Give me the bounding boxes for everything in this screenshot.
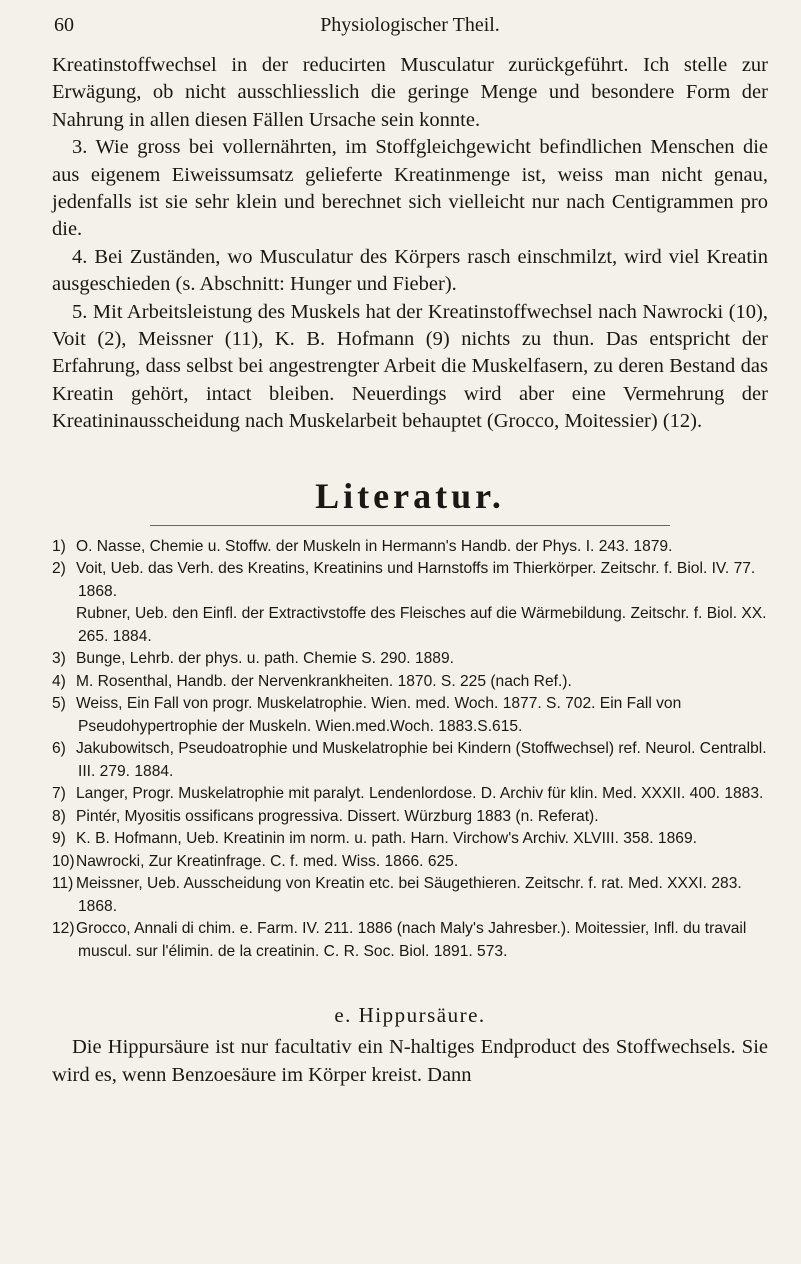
paragraph: 5. Mit Arbeitsleistung des Muskels hat der Kreatinstoffwechsel nach Nawrocki (10), Voit (2), Meissner (11), K. B. Hofmann (9) nichts zu thun. Das entspricht der Erfahrung, dass selbst bei angestrengter Arbeit die Muskelfasern, zu deren Bestand das Kreatin gehört, intact bleiben. Neuerdings wird aber eine Vermehrung der Kreatininausscheidung nach Muskelarbeit behauptet (Grocco, Moitessier) (12). <box>52 300 768 433</box>
reference-text: K. B. Hofmann, Ueb. Kreatinin im norm. u. path. Harn. Virchow's Archiv. XLVIII. 358. 1869. <box>76 830 697 848</box>
reference-number: 5) <box>52 695 66 713</box>
reference-text: Meissner, Ueb. Ausscheidung von Kreatin etc. bei Säugethieren. Zeitschr. f. rat. Med. XXXI. 283. 1868. <box>76 875 742 915</box>
reference-text: Jakubowitsch, Pseudoatrophie und Muskelatrophie bei Kindern (Stoffwechsel) ref. Neurol. Centralbl. III. 279. 1884. <box>76 740 767 780</box>
document-page <box>52 14 768 1089</box>
reference-number: 4) <box>52 672 66 690</box>
page-number: 60 <box>54 14 74 36</box>
reference-number: 9) <box>52 830 66 848</box>
paragraph: 3. Wie gross bei vollernährten, im Stoffgleichgewicht befindlichen Menschen die aus eigenem Eiweissumsatz gelieferte Kreatinmenge ist, weiss man nicht genau, jedenfalls ist sie sehr klein und berechnet sich vielleicht nur nach Centigrammen pro die. <box>52 136 768 241</box>
reference-text: Nawrocki, Zur Kreatinfrage. C. f. med. Wiss. 1866. 625. <box>76 852 459 870</box>
reference-item <box>52 536 768 559</box>
reference-number: 6) <box>52 740 66 758</box>
literature-heading: Literatur. <box>315 475 505 516</box>
reference-text: Pintér, Myositis ossificans progressiva. Dissert. Würzburg 1883 (n. Referat). <box>76 807 599 825</box>
reference-number: 7) <box>52 785 66 803</box>
reference-list <box>52 536 768 964</box>
reference-item <box>52 918 768 963</box>
main-text <box>52 52 768 436</box>
reference-item <box>52 648 768 671</box>
section-heading: e. Hippursäure. <box>334 1003 486 1028</box>
reference-number: 3) <box>52 650 66 668</box>
divider <box>150 525 670 526</box>
reference-number: 8) <box>52 807 66 825</box>
reference-item <box>52 873 768 918</box>
running-head: Physiologischer Theil. <box>320 14 500 36</box>
reference-item <box>52 693 768 738</box>
reference-item <box>52 806 768 829</box>
reference-item <box>52 671 768 694</box>
reference-item <box>52 603 768 648</box>
reference-number: 11) <box>52 875 74 893</box>
reference-text: Weiss, Ein Fall von progr. Muskelatrophie. Wien. med. Woch. 1877. S. 702. Ein Fall von Pseudohypertrophie der Muskeln. Wien.med.Woch. 1883.S.615. <box>76 695 682 735</box>
section-text <box>52 1034 768 1089</box>
reference-item <box>52 828 768 851</box>
reference-text: Langer, Progr. Muskelatrophie mit paralyt. Lendenlordose. D. Archiv für klin. Med. XXXII. 400. 1883. <box>76 785 764 803</box>
reference-item <box>52 851 768 874</box>
reference-text: Grocco, Annali di chim. e. Farm. IV. 211. 1886 (nach Maly's Jahresber.). Moitessier, Infl. du travail muscul. sur l'élimin. de la creatinin. C. R. Soc. Biol. 1891. 573. <box>76 920 747 960</box>
reference-number: 1) <box>52 537 66 555</box>
reference-text: Voit, Ueb. das Verh. des Kreatins, Kreatinins und Harnstoffs im Thierkörper. Zeitschr. f. Biol. IV. 77. 1868. <box>76 560 756 600</box>
reference-number: 10) <box>52 852 75 870</box>
paragraph: Kreatinstoffwechsel in der reducirten Musculatur zurückgeführt. Ich stelle zur Erwägung, ob nicht ausschliesslich die geringe Menge und besondere Form der Nahrung in allen diesen Fällen Ursache sein konnte. <box>52 54 768 131</box>
reference-number: 12) <box>52 920 75 938</box>
paragraph: 4. Bei Zuständen, wo Musculatur des Körpers rasch einschmilzt, wird viel Kreatin ausgeschieden (s. Abschnitt: Hunger und Fieber). <box>52 245 768 296</box>
paragraph: Die Hippursäure ist nur facultativ ein N-haltiges Endproduct des Stoffwechsels. Sie wird es, wenn Benzoesäure im Körper kreist. Dann <box>52 1036 768 1086</box>
page-header <box>52 14 768 38</box>
reference-text: Rubner, Ueb. den Einfl. der Extractivstoffe des Fleisches auf die Wärmebildung. Zeitschr. f. Biol. XX. 265. 1884. <box>76 605 767 645</box>
reference-text: O. Nasse, Chemie u. Stoffw. der Muskeln in Hermann's Handb. der Phys. I. 243. 1879. <box>76 537 673 555</box>
reference-item <box>52 738 768 783</box>
reference-text: M. Rosenthal, Handb. der Nervenkrankheiten. 1870. S. 225 (nach Ref.). <box>76 672 572 690</box>
reference-item <box>52 783 768 806</box>
reference-item <box>52 558 768 603</box>
reference-text: Bunge, Lehrb. der phys. u. path. Chemie S. 290. 1889. <box>76 650 454 668</box>
reference-number: 2) <box>52 560 66 578</box>
